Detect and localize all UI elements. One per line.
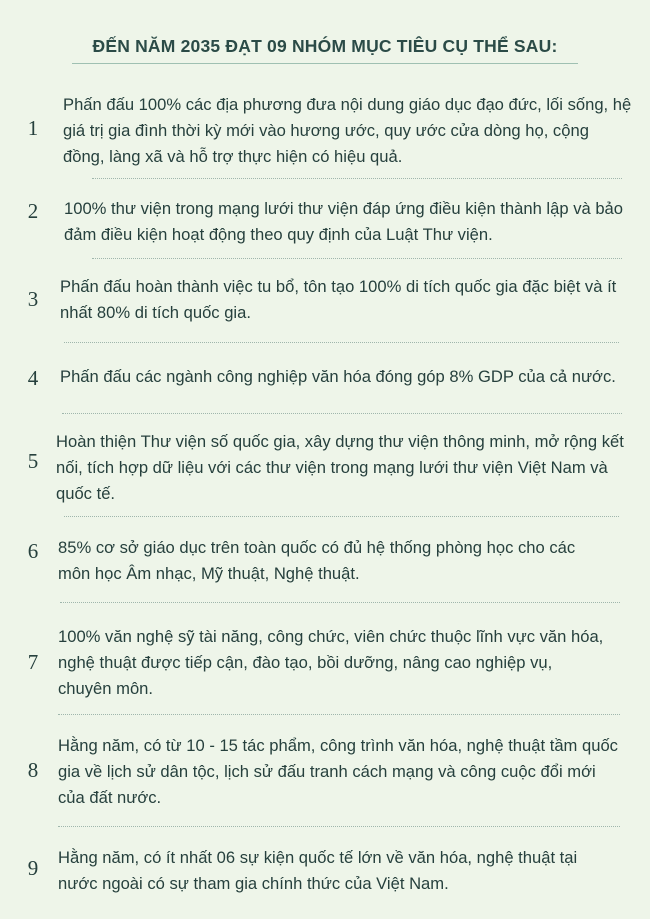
item-number: 1 — [27, 116, 39, 140]
item-text: 85% cơ sở giáo dục trên toàn quốc có đủ hệ thống phòng học cho các môn học Âm nhạc, Mỹ thuật, Nghệ thuật. — [58, 538, 576, 583]
dotted-divider — [92, 178, 622, 179]
item-text: Phấn đấu hoàn thành việc tu bổ, tôn tạo 100% di tích quốc gia đặc biệt và ít nhất 80% di tích quốc gia. — [60, 277, 617, 322]
item-text: 100% văn nghệ sỹ tài năng, công chức, viên chức thuộc lĩnh vực văn hóa, nghệ thuật được tiếp cận, đào tạo, bồi dưỡng, nâng cao nghiệp vụ, chuyên môn. — [58, 627, 604, 698]
item-text: Phấn đấu các ngành công nghiệp văn hóa đóng góp 8% GDP của cả nước. — [60, 367, 616, 386]
dotted-divider — [64, 516, 619, 517]
item-number: 3 — [27, 287, 39, 311]
title-underline — [72, 63, 578, 64]
dotted-divider — [62, 413, 622, 414]
dotted-divider — [60, 602, 620, 603]
dotted-divider — [58, 826, 620, 827]
item-number: 9 — [27, 856, 39, 880]
item-number: 2 — [27, 199, 39, 223]
dotted-divider — [58, 714, 620, 715]
item-text: Hằng năm, có ít nhất 06 sự kiện quốc tế lớn về văn hóa, nghệ thuật tại nước ngoài có sự tham gia chính thức của Việt Nam. — [58, 848, 578, 893]
dotted-divider — [64, 342, 619, 343]
item-number: 4 — [27, 366, 39, 390]
item-number: 5 — [27, 449, 39, 473]
item-text: Hằng năm, có từ 10 - 15 tác phẩm, công trình văn hóa, nghệ thuật tầm quốc gia về lịch sử dân tộc, lịch sử đấu tranh cách mạng và công cuộc đổi mới của đất nước. — [58, 736, 618, 807]
page-title: ĐẾN NĂM 2035 ĐẠT 09 NHÓM MỤC TIÊU CỤ THỂ SAU: — [92, 36, 558, 56]
dotted-divider — [92, 258, 622, 259]
item-text: Hoàn thiện Thư viện số quốc gia, xây dựng thư viện thông minh, mở rộng kết nối, tích hợp dữ liệu với các thư viện trong mạng lưới thư viện Việt Nam và quốc tế. — [56, 432, 624, 503]
item-text: 100% thư viện trong mạng lưới thư viện đáp ứng điều kiện thành lập và bảo đảm điều kiện hoạt động theo quy định của Luật Thư viện. — [64, 199, 624, 244]
item-number: 8 — [27, 758, 39, 782]
item-number: 7 — [27, 650, 39, 674]
item-text: Phấn đấu 100% các địa phương đưa nội dung giáo dục đạo đức, lối sống, hệ giá trị gia đình thời kỳ mới vào hương ước, quy ước cửa dòng họ, cộng đồng, làng xã và hỗ trợ thực hiện có hiệu quả. — [63, 95, 632, 166]
item-number: 6 — [27, 539, 39, 563]
